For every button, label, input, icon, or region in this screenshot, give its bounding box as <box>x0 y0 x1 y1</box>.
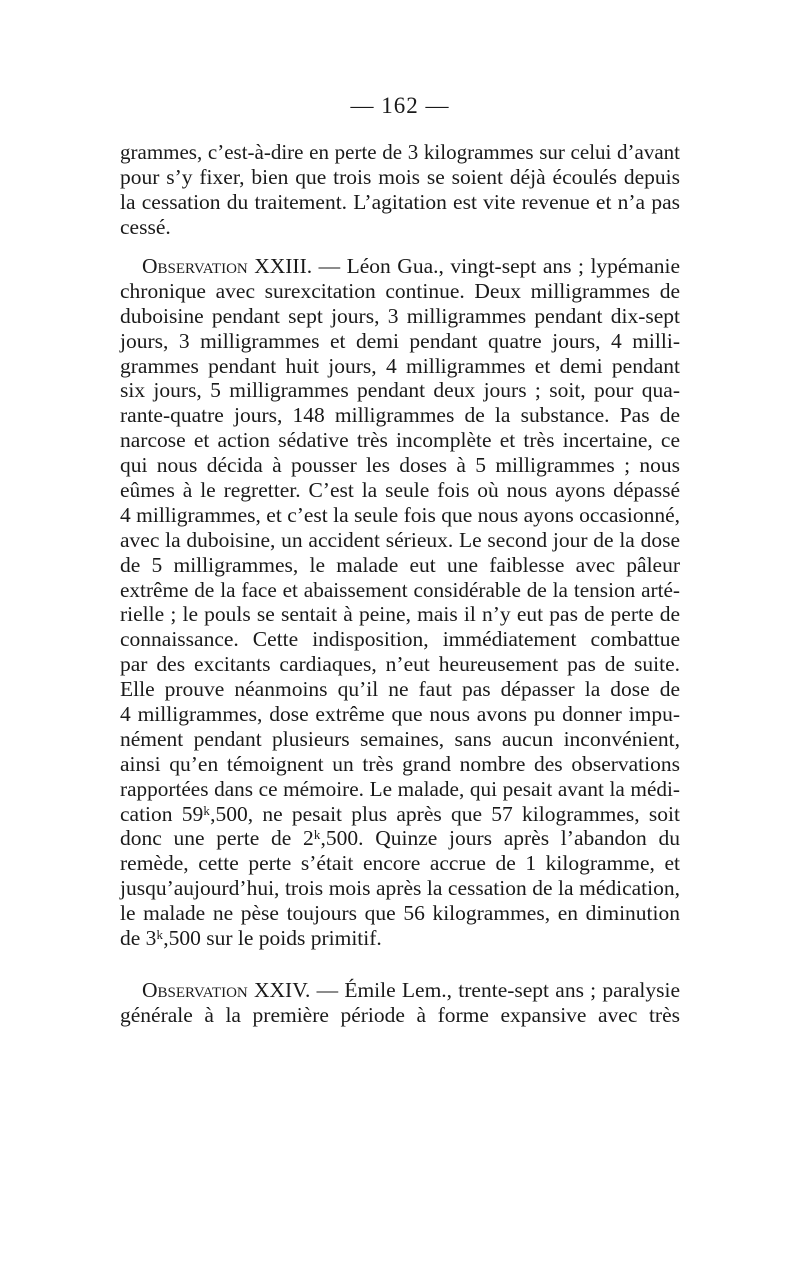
text-line: donc une perte de 2ᵏ,500. Quinze jours après l’abandon du <box>120 826 680 851</box>
text-line: extrême de la face et abaissement considérable de la tension arté- <box>120 577 680 602</box>
text-line: chronique avec surexcitation continue. Deux milligrammes de <box>120 278 680 303</box>
text-line: narcose et action sédative très incomplète et très incertaine, ce <box>120 428 680 453</box>
text-line: six jours, 5 milligrammes pendant deux jours ; soit, pour qua- <box>120 378 680 403</box>
text-line: jours, 3 milligrammes et demi pendant quatre jours, 4 milli- <box>120 328 680 353</box>
text-line: 4 milligrammes, et c’est la seule fois que nous ayons occasionné, <box>120 502 681 527</box>
text-line: rante-quatre jours, 148 milligrammes de la substance. Pas de <box>120 403 680 428</box>
text-line: de 3ᵏ,500 sur le poids primitif. <box>120 926 382 951</box>
text-line: cessé. <box>120 214 171 239</box>
text-line: générale à la première période à forme expansive avec très <box>120 1002 680 1027</box>
observation-xxiii <box>120 254 680 951</box>
text-line <box>120 254 680 279</box>
text-line: connaissance. Cette indisposition, immédiatement combattue <box>120 627 680 652</box>
text-line: remède, cette perte s’était encore accrue de 1 kilogramme, et <box>120 851 680 876</box>
text-line: Elle prouve néanmoins qu’il ne faut pas dépasser la dose de <box>120 677 680 702</box>
text-line: de 5 milligrammes, le malade eut une faiblesse avec pâleur <box>120 552 680 577</box>
text-line-rest: — Émile Lem., trente-sept ans ; paralysie <box>310 978 681 1002</box>
text-line: pour s’y fixer, bien que trois mois se soient déjà écoulés depuis <box>120 164 680 189</box>
text-line: ainsi qu’en témoignent un très grand nombre des observations <box>120 751 680 776</box>
observation-xxiv <box>120 978 680 1028</box>
paragraph-continuation <box>120 140 680 240</box>
observation-label: Observation XXIII. <box>142 254 313 278</box>
page-number: — 162 — <box>350 93 450 118</box>
text-line: par des excitants cardiaques, n’eut heureusement pas de suite. <box>120 652 680 677</box>
text-line: qui nous décida à pousser les doses à 5 milligrammes ; nous <box>120 453 680 478</box>
text-line <box>120 978 680 1003</box>
text-line: jusqu’aujourd’hui, trois mois après la cessation de la médication, <box>120 876 680 901</box>
text-line: rapportées dans ce mémoire. Le malade, qui pesait avant la médi- <box>120 776 680 801</box>
text-line: eûmes à le regretter. C’est la seule fois où nous ayons dépassé <box>120 478 680 503</box>
text-line: grammes, c’est-à-dire en perte de 3 kilogrammes sur celui d’avant <box>120 140 680 164</box>
text-line: avec la duboisine, un accident sérieux. Le second jour de la dose <box>120 527 680 552</box>
text-line: 4 milligrammes, dose extrême que nous avons pu donner impu- <box>120 702 680 727</box>
text-line: rielle ; le pouls se sentait à peine, mais il n’y eut pas de perte de <box>120 602 680 627</box>
text-line: la cessation du traitement. L’agitation est vite revenue et n’a pas <box>120 189 680 214</box>
text-line: le malade ne pèse toujours que 56 kilogrammes, en diminution <box>120 901 680 926</box>
text-line: duboisine pendant sept jours, 3 milligrammes pendant dix-sept <box>120 303 680 328</box>
text-line-rest: — Léon Gua., vingt-sept ans ; lypémanie <box>312 254 681 278</box>
observation-label: Observation XXIV. <box>142 978 311 1002</box>
text-line: grammes pendant huit jours, 4 milligrammes et demi pendant <box>120 353 680 378</box>
text-line: nément pendant plusieurs semaines, sans aucun inconvénient, <box>120 726 680 751</box>
text-line: cation 59ᵏ,500, ne pesait plus après que 57 kilogrammes, soit <box>120 801 680 826</box>
